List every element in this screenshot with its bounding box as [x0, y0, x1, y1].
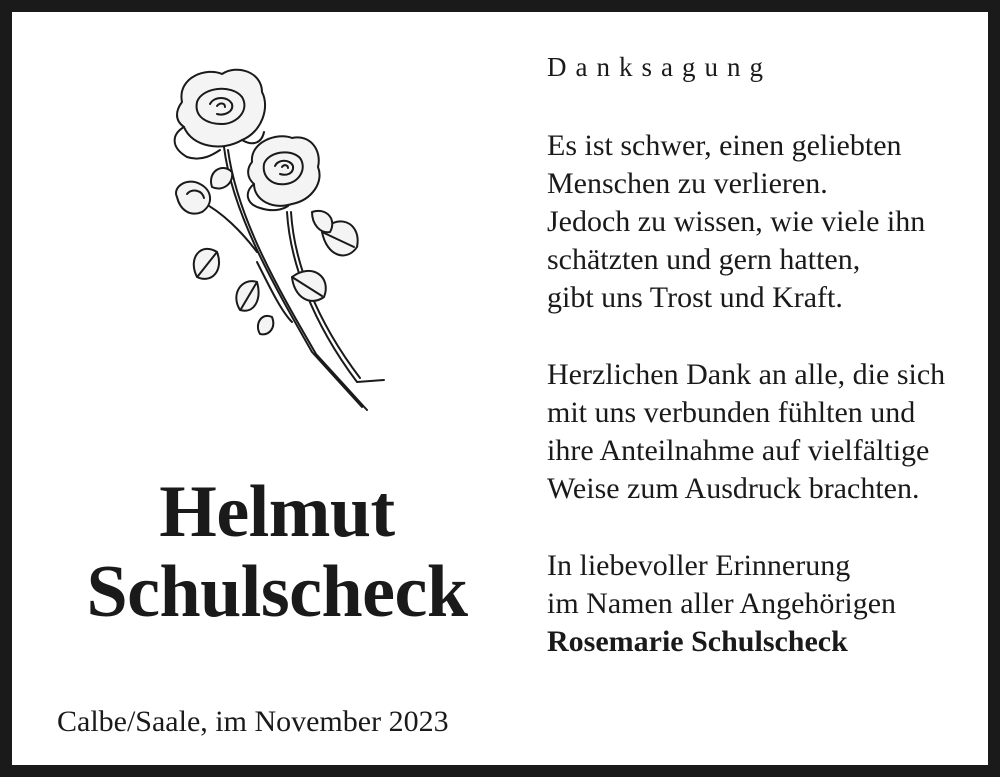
heading-danksagung: Danksagung	[547, 52, 772, 82]
paragraph-thanks	[547, 356, 945, 508]
signature: Rosemarie Schulscheck	[547, 625, 848, 658]
text-line: Menschen zu verlieren.	[547, 167, 828, 200]
text-line: Es ist schwer, einen geliebten	[547, 129, 902, 162]
text-line: Jedoch zu wissen, wie viele ihn	[547, 205, 926, 238]
text-line: gibt uns Trost und Kraft.	[547, 281, 843, 314]
text-line: ihre Anteilnahme auf vielfältige	[547, 434, 930, 467]
deceased-last-name: Schulscheck	[86, 551, 468, 633]
text-line: Weise zum Ausdruck brachten.	[547, 472, 920, 505]
deceased-first-name: Helmut	[159, 471, 395, 553]
paragraph-consolation	[547, 127, 925, 317]
text-line: im Namen aller Angehörigen	[547, 587, 897, 620]
two-roses-icon	[162, 62, 402, 417]
text-line: In liebevoller Erinnerung	[547, 549, 851, 582]
paragraph-closing	[547, 547, 896, 661]
place-and-date: Calbe/Saale, im November 2023	[57, 705, 449, 738]
text-line: mit uns verbunden fühlten und	[547, 396, 916, 429]
text-line: schätzten und gern hatten,	[547, 243, 861, 276]
text-line: Herzlichen Dank an alle, die sich	[547, 358, 946, 391]
